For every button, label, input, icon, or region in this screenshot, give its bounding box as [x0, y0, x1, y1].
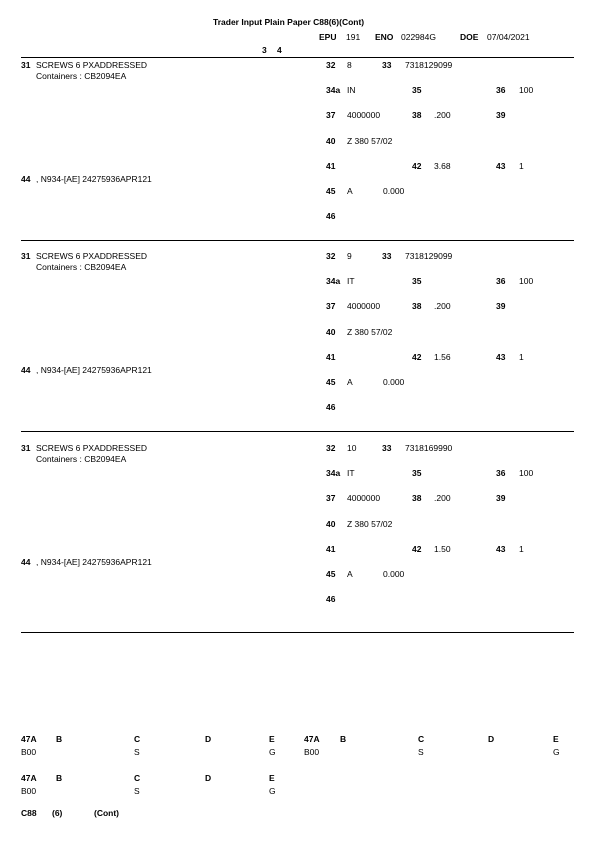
box38-value: .200 [434, 493, 451, 503]
box32-value: 8 [347, 60, 352, 70]
box47-value: S [134, 747, 140, 757]
box31-label: 31 [21, 60, 31, 70]
box47-label: C [418, 734, 425, 744]
page-mark: 3 [262, 45, 267, 55]
box32-value: 9 [347, 251, 352, 261]
epu-value: 191 [346, 32, 361, 42]
box37-value: 4000000 [347, 110, 381, 120]
item-divider [21, 431, 574, 432]
box40-value: Z 380 57/02 [347, 519, 393, 529]
box37-label: 37 [326, 493, 336, 503]
page-mark: 4 [277, 45, 282, 55]
epu-label: EPU [319, 32, 337, 42]
box36-value: 100 [519, 468, 534, 478]
box47-value: B00 [304, 747, 320, 757]
box34a-label: 34a [326, 468, 341, 478]
box45-a-value: A [347, 569, 353, 579]
box34a-value: IN [347, 85, 356, 95]
box31-label: 31 [21, 251, 31, 261]
box42-value: 1.56 [434, 352, 451, 362]
box35-label: 35 [412, 468, 422, 478]
box34a-label: 34a [326, 85, 341, 95]
box34a-value: IT [347, 276, 355, 286]
box47-label: D [205, 773, 212, 783]
box38-value: .200 [434, 301, 451, 311]
box37-label: 37 [326, 110, 336, 120]
box47-value: G [553, 747, 560, 757]
box45-b-value: 0.000 [383, 569, 405, 579]
box44-label: 44 [21, 365, 31, 375]
footer-cont: (Cont) [94, 808, 120, 818]
box42-value: 1.50 [434, 544, 451, 554]
box32-label: 32 [326, 443, 336, 453]
box37-value: 4000000 [347, 301, 381, 311]
box47-value: G [269, 786, 276, 796]
box44-value: , N934-[AE] 24275936APR121 [36, 365, 152, 375]
box42-label: 42 [412, 544, 422, 554]
box43-value: 1 [519, 544, 524, 554]
box40-label: 40 [326, 519, 336, 529]
box47-label: E [553, 734, 559, 744]
box42-value: 3.68 [434, 161, 451, 171]
box32-label: 32 [326, 60, 336, 70]
item-divider [21, 240, 574, 241]
box37-label: 37 [326, 301, 336, 311]
doe-label: DOE [460, 32, 479, 42]
containers-text: Containers : CB2094EA [36, 454, 127, 464]
box41-label: 41 [326, 352, 336, 362]
box33-value: 7318169990 [405, 443, 453, 453]
box38-label: 38 [412, 110, 422, 120]
box46-label: 46 [326, 594, 336, 604]
box33-value: 7318129099 [405, 60, 453, 70]
page-title: Trader Input Plain Paper C88(6)(Cont) [213, 17, 365, 27]
box32-label: 32 [326, 251, 336, 261]
box40-value: Z 380 57/02 [347, 136, 393, 146]
containers-text: Containers : CB2094EA [36, 71, 127, 81]
item-divider [21, 57, 574, 58]
box47-label: 47A [21, 773, 37, 783]
box45-label: 45 [326, 186, 336, 196]
box33-value: 7318129099 [405, 251, 453, 261]
box35-label: 35 [412, 85, 422, 95]
box47-label: C [134, 773, 141, 783]
doe-value: 07/04/2021 [487, 32, 530, 42]
box40-label: 40 [326, 136, 336, 146]
box47-value: G [269, 747, 276, 757]
box36-label: 36 [496, 85, 506, 95]
eno-value: 022984G [401, 32, 436, 42]
box33-label: 33 [382, 251, 392, 261]
box47-label: D [205, 734, 212, 744]
box45-b-value: 0.000 [383, 377, 405, 387]
box43-value: 1 [519, 352, 524, 362]
box36-label: 36 [496, 468, 506, 478]
box38-label: 38 [412, 493, 422, 503]
box47-label: C [134, 734, 141, 744]
item-divider [21, 632, 574, 633]
box42-label: 42 [412, 161, 422, 171]
box45-label: 45 [326, 377, 336, 387]
box33-label: 33 [382, 443, 392, 453]
box44-value: , N934-[AE] 24275936APR121 [36, 174, 152, 184]
box40-value: Z 380 57/02 [347, 327, 393, 337]
box40-label: 40 [326, 327, 336, 337]
box47-value: S [134, 786, 140, 796]
box34a-value: IT [347, 468, 355, 478]
item-description: SCREWS 6 PXADDRESSED [36, 443, 147, 453]
box38-label: 38 [412, 301, 422, 311]
box46-label: 46 [326, 402, 336, 412]
box47-value: B00 [21, 786, 37, 796]
box43-label: 43 [496, 544, 506, 554]
box44-label: 44 [21, 174, 31, 184]
box46-label: 46 [326, 211, 336, 221]
box47-label: D [488, 734, 495, 744]
box47-label: B [56, 734, 63, 744]
box45-a-value: A [347, 186, 353, 196]
box37-value: 4000000 [347, 493, 381, 503]
box47-label: 47A [304, 734, 320, 744]
box45-a-value: A [347, 377, 353, 387]
box38-value: .200 [434, 110, 451, 120]
item-description: SCREWS 6 PXADDRESSED [36, 251, 147, 261]
box39-label: 39 [496, 110, 506, 120]
box39-label: 39 [496, 301, 506, 311]
box47-label: B [56, 773, 63, 783]
box31-label: 31 [21, 443, 31, 453]
footer-part: (6) [52, 808, 63, 818]
box44-value: , N934-[AE] 24275936APR121 [36, 557, 152, 567]
box39-label: 39 [496, 493, 506, 503]
box43-label: 43 [496, 352, 506, 362]
box47-label: 47A [21, 734, 37, 744]
box41-label: 41 [326, 161, 336, 171]
box47-label: E [269, 773, 275, 783]
eno-label: ENO [375, 32, 394, 42]
box42-label: 42 [412, 352, 422, 362]
box43-value: 1 [519, 161, 524, 171]
box35-label: 35 [412, 276, 422, 286]
box33-label: 33 [382, 60, 392, 70]
box36-value: 100 [519, 85, 534, 95]
box47-label: E [269, 734, 275, 744]
box41-label: 41 [326, 544, 336, 554]
box36-label: 36 [496, 276, 506, 286]
box32-value: 10 [347, 443, 357, 453]
footer-form: C88 [21, 808, 37, 818]
box36-value: 100 [519, 276, 534, 286]
box47-value: S [418, 747, 424, 757]
box47-value: B00 [21, 747, 37, 757]
box47-label: B [340, 734, 347, 744]
box34a-label: 34a [326, 276, 341, 286]
box45-label: 45 [326, 569, 336, 579]
containers-text: Containers : CB2094EA [36, 262, 127, 272]
box43-label: 43 [496, 161, 506, 171]
item-description: SCREWS 6 PXADDRESSED [36, 60, 147, 70]
box45-b-value: 0.000 [383, 186, 405, 196]
box44-label: 44 [21, 557, 31, 567]
